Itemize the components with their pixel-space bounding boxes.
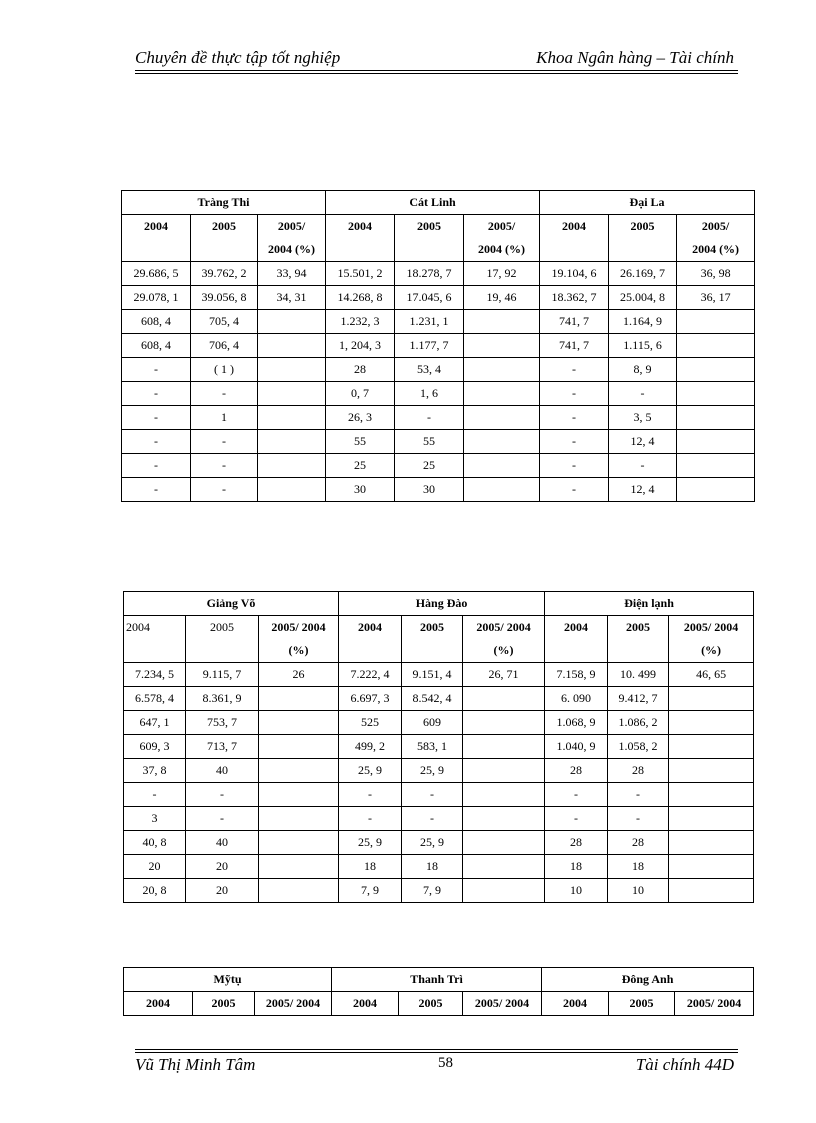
table-cell: 25 (395, 454, 464, 478)
table-cell: 608, 4 (122, 310, 191, 334)
table-cell: 647, 1 (124, 711, 186, 735)
table-row (122, 334, 755, 358)
group-header: Cát Linh (326, 191, 540, 215)
column-header: 2005/ 2004 (%) (258, 215, 326, 262)
group-header: Thanh Trì (332, 968, 542, 992)
table-cell: 14.268, 8 (326, 286, 395, 310)
table-column-header-row (124, 992, 754, 1016)
table-cell: 713, 7 (186, 735, 259, 759)
table-cell: 19.104, 6 (540, 262, 609, 286)
table-row (124, 855, 754, 879)
group-header: Điện lạnh (545, 592, 754, 616)
table-cell (259, 783, 339, 807)
table-cell: 18 (339, 855, 402, 879)
table-cell: 18 (402, 855, 463, 879)
header-rule (135, 73, 738, 74)
table-cell (677, 310, 755, 334)
footer-rule (135, 1052, 738, 1053)
table-cell: - (540, 382, 609, 406)
table-cell: - (186, 783, 259, 807)
table-cell (464, 310, 540, 334)
table-cell: - (609, 454, 677, 478)
table-cell: 3 (124, 807, 186, 831)
table-cell: - (540, 454, 609, 478)
table-cell: 7.234, 5 (124, 663, 186, 687)
table-cell: 18 (545, 855, 608, 879)
group-header: Giảng Võ (124, 592, 339, 616)
column-header: 2004 (332, 992, 399, 1016)
table-cell: - (545, 783, 608, 807)
table-cell (258, 358, 326, 382)
table-cell: 20 (124, 855, 186, 879)
table-cell: 39.056, 8 (191, 286, 258, 310)
table-cell: 1.068, 9 (545, 711, 608, 735)
table-cell: - (124, 783, 186, 807)
table-cell: - (191, 478, 258, 502)
group-header: Tràng Thi (122, 191, 326, 215)
table-cell (463, 879, 545, 903)
column-header: 2004 (326, 215, 395, 262)
table-row (124, 831, 754, 855)
table-cell: - (122, 454, 191, 478)
table-cell (669, 783, 754, 807)
table-row (124, 879, 754, 903)
table-cell: - (540, 358, 609, 382)
table-cell (669, 759, 754, 783)
table-cell (259, 879, 339, 903)
table-cell (669, 831, 754, 855)
table-cell: 29.078, 1 (122, 286, 191, 310)
table-cell: 46, 65 (669, 663, 754, 687)
table-row (124, 687, 754, 711)
table-cell: 15.501, 2 (326, 262, 395, 286)
table-cell: 10 (608, 879, 669, 903)
table-cell: 25, 9 (339, 759, 402, 783)
table-cell: 10. 499 (608, 663, 669, 687)
table-cell: 26, 71 (463, 663, 545, 687)
table-cell: - (122, 430, 191, 454)
table-cell: 9.151, 4 (402, 663, 463, 687)
table-cell: 17, 92 (464, 262, 540, 286)
table-cell (258, 454, 326, 478)
column-header: 2005 (186, 616, 259, 663)
table-row (122, 478, 755, 502)
branch-table-1 (121, 190, 755, 502)
table-cell: 741, 7 (540, 310, 609, 334)
table-row (124, 759, 754, 783)
table-group-header-row (124, 592, 754, 616)
table-cell (669, 687, 754, 711)
table-cell: 10 (545, 879, 608, 903)
table-row (122, 310, 755, 334)
table-cell: - (191, 454, 258, 478)
table-cell: 36, 17 (677, 286, 755, 310)
table-cell (677, 382, 755, 406)
table-cell: 1.040, 9 (545, 735, 608, 759)
table-cell: - (186, 807, 259, 831)
page-header (135, 48, 738, 72)
table-cell (669, 711, 754, 735)
table-cell: - (545, 807, 608, 831)
column-header: 2005 (399, 992, 463, 1016)
table-cell: 25 (326, 454, 395, 478)
column-header: 2004 (545, 616, 608, 663)
header-rule (135, 70, 738, 71)
table-cell: 26 (259, 663, 339, 687)
table-cell (464, 382, 540, 406)
table-row (122, 454, 755, 478)
table-cell: 1, 204, 3 (326, 334, 395, 358)
table-cell: 28 (545, 759, 608, 783)
table-cell: 26.169, 7 (609, 262, 677, 286)
table-cell (258, 478, 326, 502)
table-cell (258, 310, 326, 334)
table-column-header-row (122, 215, 755, 262)
column-header: 2004 (124, 616, 186, 663)
table-cell (463, 735, 545, 759)
column-header: 2005/ 2004 (%) (259, 616, 339, 663)
column-header: 2004 (122, 215, 191, 262)
column-header: 2004 (542, 992, 609, 1016)
table-cell: 30 (395, 478, 464, 502)
table-cell: 30 (326, 478, 395, 502)
table-cell (669, 879, 754, 903)
table-cell: 55 (326, 430, 395, 454)
footer-rule (135, 1049, 738, 1050)
table-cell (259, 831, 339, 855)
table-cell: 1.232, 3 (326, 310, 395, 334)
table-row (124, 807, 754, 831)
column-header: 2005 (191, 215, 258, 262)
table-cell: 28 (608, 831, 669, 855)
table-cell: - (191, 430, 258, 454)
table-cell: - (608, 807, 669, 831)
table-row (124, 735, 754, 759)
table-cell: - (339, 807, 402, 831)
table-cell (463, 831, 545, 855)
table-cell: 609, 3 (124, 735, 186, 759)
table-cell: 20 (186, 879, 259, 903)
table-cell: 18 (608, 855, 669, 879)
page-footer (135, 1055, 738, 1079)
table-row (122, 406, 755, 430)
table-cell (677, 454, 755, 478)
table-cell: 1.164, 9 (609, 310, 677, 334)
table-cell: - (540, 430, 609, 454)
table-group-header-row (122, 191, 755, 215)
column-header: 2005 (395, 215, 464, 262)
column-header: 2005/ 2004 (%) (677, 215, 755, 262)
table-cell: 8.542, 4 (402, 687, 463, 711)
table-cell: 6. 090 (545, 687, 608, 711)
table-cell: 525 (339, 711, 402, 735)
table-cell (258, 430, 326, 454)
table-cell: 17.045, 6 (395, 286, 464, 310)
table-cell: 0, 7 (326, 382, 395, 406)
table-cell (258, 406, 326, 430)
table-cell: - (122, 382, 191, 406)
column-header: 2005/ 2004 (%) (669, 616, 754, 663)
table-cell: 1.086, 2 (608, 711, 669, 735)
table-cell: 8.361, 9 (186, 687, 259, 711)
table-cell: 25, 9 (402, 831, 463, 855)
table-cell (258, 334, 326, 358)
table-cell (259, 807, 339, 831)
table-cell (463, 759, 545, 783)
table-cell (677, 358, 755, 382)
table-cell: 20, 8 (124, 879, 186, 903)
table-cell (464, 430, 540, 454)
table-cell: 705, 4 (191, 310, 258, 334)
table-cell (464, 358, 540, 382)
column-header: 2005/ 2004 (%) (463, 616, 545, 663)
table-cell: - (402, 807, 463, 831)
table-cell (677, 406, 755, 430)
page-number: 58 (438, 1055, 453, 1071)
table-group-header-row (124, 968, 754, 992)
footer-author: Vũ Thị Minh Tâm (135, 1055, 256, 1074)
table-cell: 609 (402, 711, 463, 735)
column-header: 2005 (609, 215, 677, 262)
table-cell: - (540, 478, 609, 502)
column-header: 2004 (124, 992, 193, 1016)
table-row (124, 711, 754, 735)
table-cell: 39.762, 2 (191, 262, 258, 286)
table-cell: 12, 4 (609, 430, 677, 454)
table-column-header-row (124, 616, 754, 663)
table-cell (677, 430, 755, 454)
table-cell (677, 478, 755, 502)
table-cell: 7, 9 (339, 879, 402, 903)
group-header: Đông Anh (542, 968, 754, 992)
table-row (122, 358, 755, 382)
footer-class: Tài chính 44D (635, 1055, 734, 1074)
table-cell: 18.278, 7 (395, 262, 464, 286)
header-title: Chuyên đề thực tập tốt nghiệp (135, 48, 341, 67)
table-row (122, 430, 755, 454)
table-cell: - (402, 783, 463, 807)
table-cell: 6.578, 4 (124, 687, 186, 711)
table-cell: 1.058, 2 (608, 735, 669, 759)
table-cell: 37, 8 (124, 759, 186, 783)
table-cell: 12, 4 (609, 478, 677, 502)
table-cell: 19, 46 (464, 286, 540, 310)
table-row (122, 262, 755, 286)
table-cell: 28 (608, 759, 669, 783)
table-cell (463, 783, 545, 807)
table-cell: 40, 8 (124, 831, 186, 855)
column-header: 2005 (609, 992, 675, 1016)
table-cell: 1, 6 (395, 382, 464, 406)
table-cell: 28 (326, 358, 395, 382)
table-cell: - (122, 478, 191, 502)
table-cell: 741, 7 (540, 334, 609, 358)
table-cell: 3, 5 (609, 406, 677, 430)
table-cell (463, 807, 545, 831)
table-cell (463, 855, 545, 879)
column-header: 2004 (339, 616, 402, 663)
table-cell: 40 (186, 759, 259, 783)
table-cell (259, 855, 339, 879)
table-cell: 25, 9 (402, 759, 463, 783)
table-cell: 33, 94 (258, 262, 326, 286)
table-cell: 34, 31 (258, 286, 326, 310)
table-cell: - (608, 783, 669, 807)
table-cell: - (122, 358, 191, 382)
table-cell (258, 382, 326, 406)
column-header: 2005/ 2004 (463, 992, 542, 1016)
table-cell: - (339, 783, 402, 807)
table-cell (464, 406, 540, 430)
table-cell (259, 711, 339, 735)
table-cell: 9.115, 7 (186, 663, 259, 687)
table-cell: 8, 9 (609, 358, 677, 382)
table-row (124, 783, 754, 807)
table-cell: ( 1 ) (191, 358, 258, 382)
column-header: 2005 (608, 616, 669, 663)
table-cell: 28 (545, 831, 608, 855)
table-row (122, 286, 755, 310)
table-cell: 53, 4 (395, 358, 464, 382)
table-cell: 583, 1 (402, 735, 463, 759)
column-header: 2005 (402, 616, 463, 663)
table-cell (669, 855, 754, 879)
table-cell: 25, 9 (339, 831, 402, 855)
header-department: Khoa Ngân hàng – Tài chính (536, 48, 734, 67)
table-cell: 608, 4 (122, 334, 191, 358)
table-cell: 20 (186, 855, 259, 879)
column-header: 2005/ 2004 (255, 992, 332, 1016)
table-cell: 499, 2 (339, 735, 402, 759)
table-cell (464, 454, 540, 478)
table-cell: 1 (191, 406, 258, 430)
branch-table-3 (123, 967, 754, 1016)
table-cell: 7.222, 4 (339, 663, 402, 687)
table-cell: 18.362, 7 (540, 286, 609, 310)
table-cell: 1.115, 6 (609, 334, 677, 358)
table-cell (463, 687, 545, 711)
group-header: Mỹtụ (124, 968, 332, 992)
table-cell: 1.177, 7 (395, 334, 464, 358)
table-cell: - (609, 382, 677, 406)
table-cell (464, 334, 540, 358)
table-cell: 706, 4 (191, 334, 258, 358)
table-row (124, 663, 754, 687)
column-header: 2005/ 2004 (%) (464, 215, 540, 262)
table-cell (259, 759, 339, 783)
table-cell: - (540, 406, 609, 430)
table-cell: 753, 7 (186, 711, 259, 735)
table-cell: - (191, 382, 258, 406)
table-cell: - (122, 406, 191, 430)
table-cell: 9.412, 7 (608, 687, 669, 711)
table-cell: 36, 98 (677, 262, 755, 286)
table-cell: 1.231, 1 (395, 310, 464, 334)
table-cell (463, 711, 545, 735)
table-cell: 40 (186, 831, 259, 855)
table-cell (669, 735, 754, 759)
group-header: Đại La (540, 191, 755, 215)
table-cell (677, 334, 755, 358)
column-header: 2005 (193, 992, 255, 1016)
branch-table-2 (123, 591, 754, 903)
column-header: 2005/ 2004 (675, 992, 754, 1016)
table-cell: 6.697, 3 (339, 687, 402, 711)
table-cell: 26, 3 (326, 406, 395, 430)
table-cell (259, 735, 339, 759)
group-header: Hàng Đào (339, 592, 545, 616)
table-cell: 7, 9 (402, 879, 463, 903)
table-cell (669, 807, 754, 831)
table-cell: 7.158, 9 (545, 663, 608, 687)
table-cell (259, 687, 339, 711)
table-cell (464, 478, 540, 502)
table-cell: - (395, 406, 464, 430)
table-row (122, 382, 755, 406)
table-cell: 25.004, 8 (609, 286, 677, 310)
table-cell: 29.686, 5 (122, 262, 191, 286)
column-header: 2004 (540, 215, 609, 262)
table-cell: 55 (395, 430, 464, 454)
